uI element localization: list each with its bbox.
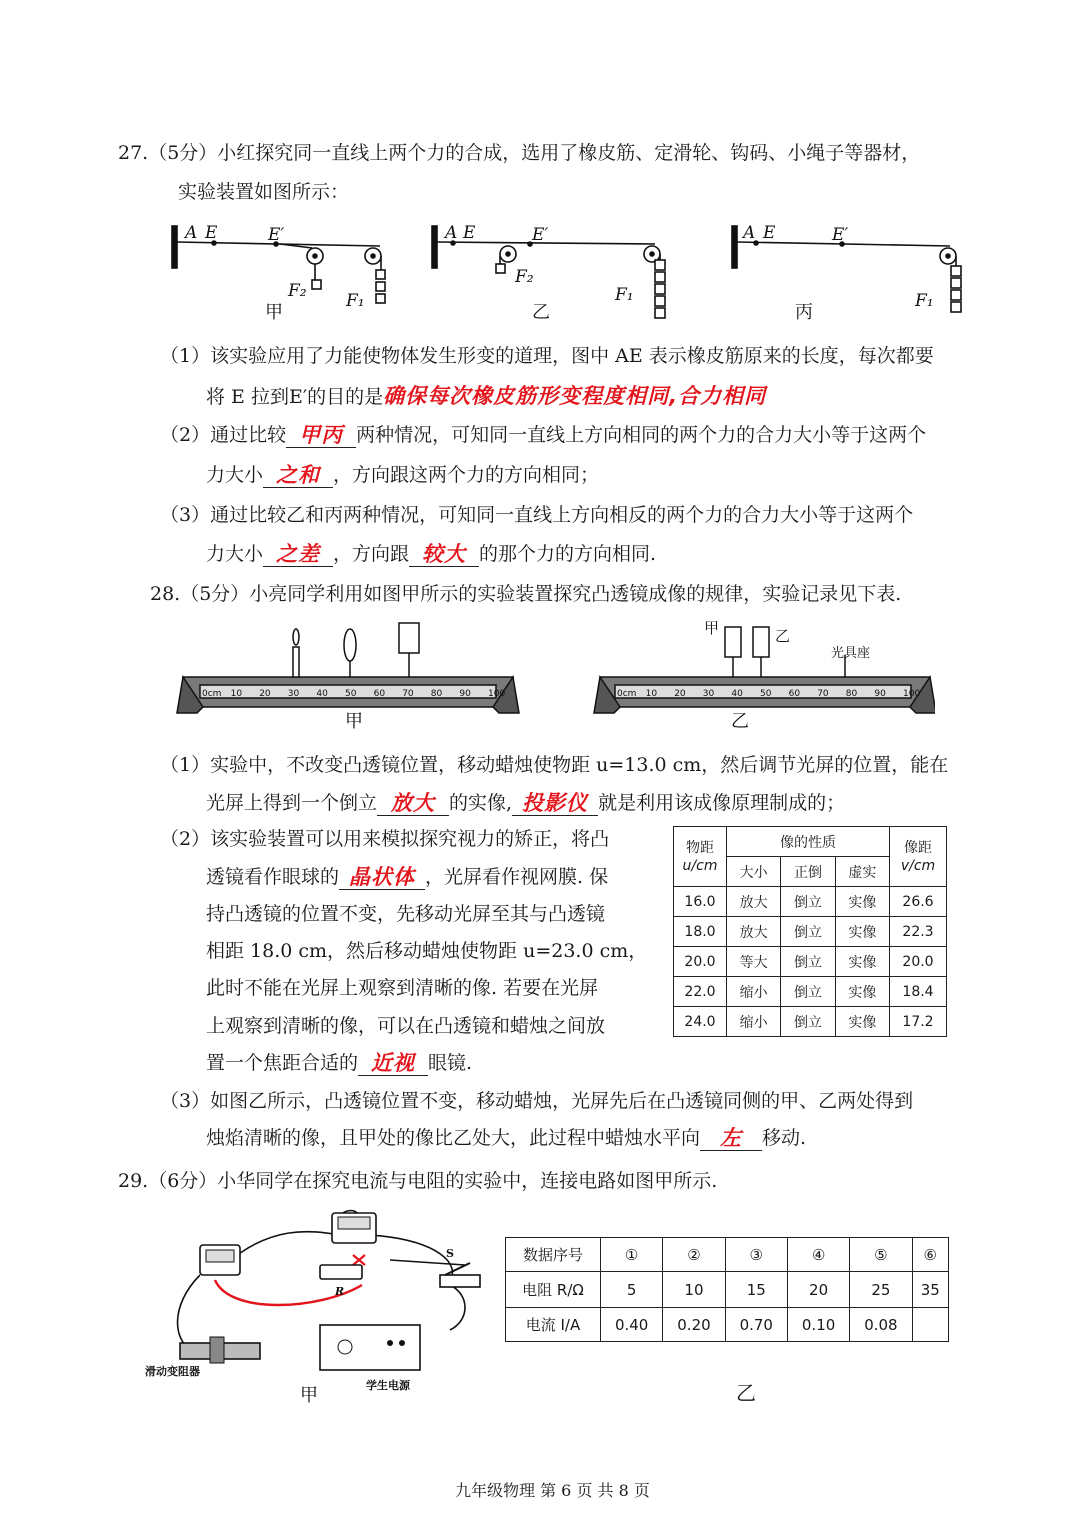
- fig27b-label-A: A: [445, 223, 458, 243]
- q28-table-cell: 20.0: [674, 947, 727, 977]
- q28-part2-line2: [206, 864, 608, 890]
- fig28-bench-label: 光具座: [831, 646, 871, 661]
- fig27b-label-E: E: [463, 223, 476, 243]
- q29-i-cell: 0.20: [663, 1308, 725, 1342]
- q29-i-cell: 0.10: [787, 1308, 849, 1342]
- q29-th-r: 电阻 R/Ω: [506, 1272, 601, 1308]
- fig28-right-tick-label: 0cm: [617, 689, 637, 699]
- q28-th-orient: 正倒: [781, 857, 835, 887]
- q27-part2-text-d: ，方向跟这两个力的方向相同；: [333, 464, 600, 486]
- q27-figure: [160, 218, 1010, 328]
- q27-part2-text-c: 力大小: [206, 464, 264, 486]
- q28-part2-line6: 上观察到清晰的像，可以在凸透镜和蜡烛之间放: [206, 1015, 606, 1037]
- fig29-power-label: 学生电源: [366, 1379, 410, 1392]
- q27-part3-text-b: ，方向跟: [333, 543, 410, 565]
- fig27b-caption: 乙: [532, 302, 550, 323]
- q28-table-cell: 17.2: [890, 1007, 947, 1037]
- q27-part2-text-a: （2）通过比较: [160, 424, 287, 446]
- q29-r-cell: 25: [850, 1272, 912, 1308]
- q28-figure: [175, 615, 935, 735]
- fig28-left-tick-label: 20: [259, 689, 271, 699]
- q27-stem-line2: 实验装置如图所示：: [178, 181, 350, 203]
- q29-no-cell: ①: [601, 1238, 663, 1272]
- fig27b-label-F2: F₂: [515, 267, 534, 287]
- fig28-right-tick-label: 20: [674, 689, 686, 699]
- q29-no-cell: ⑥: [912, 1238, 948, 1272]
- q27-part3-answer2: 较大: [409, 542, 479, 567]
- q28-part3-line2: [206, 1125, 806, 1151]
- q27-part2-text-b: 两种情况，可知同一直线上方向相同的两个力的合力大小等于这两个: [356, 424, 927, 446]
- q28-table-row: [674, 1007, 947, 1037]
- q29-circuit-figure: [140, 1205, 500, 1405]
- fig28-screen-a-label: 甲: [704, 619, 720, 637]
- q27-part3-line1: （3）通过比较乙和丙两种情况，可知同一直线上方向相反的两个力的合力大小等于这两个: [160, 504, 914, 526]
- q29-data-table: [505, 1237, 949, 1342]
- q28-table-cell: 缩小: [727, 977, 781, 1007]
- q28-part1-text-a: 光屏上得到一个倒立: [206, 792, 378, 814]
- q29-r-cell: 15: [725, 1272, 787, 1308]
- q28-table-cell: 16.0: [674, 887, 727, 917]
- fig28-right-tick-label: 90: [874, 689, 886, 699]
- q28-part1-text-c: 就是利用该成像原理制成的；: [598, 792, 846, 814]
- q28-part2-answer2: 近视: [358, 1051, 428, 1076]
- fig28-right-tick-label: 50: [760, 689, 772, 699]
- fig28-left-tick-label: 40: [316, 689, 328, 699]
- q28-table-cell: 倒立: [781, 977, 835, 1007]
- q29-r-cell: 5: [601, 1272, 663, 1308]
- q28-part2-text-d: 眼镜.: [428, 1052, 473, 1074]
- q27-part2-line1: [160, 422, 926, 448]
- q29-no-cell: ⑤: [850, 1238, 912, 1272]
- page-footer: 九年级物理 第 6 页 共 8 页: [455, 1481, 650, 1500]
- fig28-right-tick-label: 10: [645, 689, 658, 699]
- q28-part3-answer: 左: [700, 1126, 762, 1151]
- q29-i-cell: [912, 1308, 948, 1342]
- q28-table-cell: 倒立: [781, 917, 835, 947]
- q29-r-cell: 10: [663, 1272, 725, 1308]
- q28-part2-text-c: 置一个焦距合适的: [206, 1052, 359, 1074]
- fig28-right-tick-label: 40: [731, 689, 743, 699]
- fig28-left-tick-label: 50: [345, 689, 357, 699]
- q28-table-cell: 22.0: [674, 977, 727, 1007]
- q28-part3-text-b: 移动.: [762, 1127, 807, 1149]
- q28-table-cell: 26.6: [890, 887, 947, 917]
- q28-table-cell: 20.0: [890, 947, 947, 977]
- fig28-right-tick-label: 80: [845, 689, 858, 699]
- q27-part3-text-a: 力大小: [206, 543, 264, 565]
- fig28-screen-b-label: 乙: [775, 627, 791, 645]
- q28-table-cell: 18.4: [890, 977, 947, 1007]
- fig27c-label-A: A: [743, 223, 756, 243]
- fig27c-label-Eprime: E′: [832, 225, 849, 245]
- q28-table-cell: 实像: [835, 1007, 889, 1037]
- q28-part3-text-a: 烛焰清晰的像，且甲处的像比乙处大，此过程中蜡烛水平向: [206, 1127, 701, 1149]
- fig27b-label-F1: F₁: [615, 285, 634, 305]
- q27-part2-answer2: 之和: [263, 463, 333, 488]
- q28-th-size: 大小: [727, 857, 781, 887]
- q28-part1-answer1: 放大: [377, 791, 449, 816]
- q29-no-cell: ④: [787, 1238, 849, 1272]
- q29-stem: 29.（6分）小华同学在探究电流与电阻的实验中，连接电路如图甲所示.: [118, 1170, 718, 1192]
- q29-th-no: 数据序号: [506, 1238, 601, 1272]
- q28-stem: 28.（5分）小亮同学利用如图甲所示的实验装置探究凸透镜成像的规律，实验记录见下表.: [150, 583, 902, 605]
- fig28-right-tick-label: 100: [903, 689, 921, 699]
- fig28-left-tick-label: 10: [230, 689, 243, 699]
- q28-th-u-2: u/cm: [682, 857, 718, 874]
- q28-th-v-1: 像距: [904, 839, 932, 856]
- fig27a-caption: 甲: [265, 302, 283, 323]
- q27-part2-line2: [206, 462, 599, 488]
- q28-table-row: [674, 977, 947, 1007]
- q28-part2-line5: 此时不能在光屏上观察到清晰的像. 若要在光屏: [206, 977, 599, 999]
- q28-table-cell: 倒立: [781, 887, 835, 917]
- fig28-right-tick-label: 70: [817, 689, 829, 699]
- q28-data-table: [673, 826, 947, 1037]
- q28-th-v: [890, 827, 947, 887]
- q27-part1-answer: 确保每次橡皮筋形变程度相同,合力相同: [383, 384, 767, 408]
- q28-th-img: 像的性质: [727, 827, 890, 857]
- q28-table-row: [674, 887, 947, 917]
- q28-part1-answer2: 投影仪: [512, 791, 598, 816]
- q28-part3-line1: （3）如图乙所示，凸透镜位置不变，移动蜡烛，光屏先后在凸透镜同侧的甲、乙两处得到: [160, 1090, 914, 1112]
- q28-part1-line2: [206, 790, 845, 816]
- q29-right-caption: 乙: [736, 1381, 756, 1405]
- q27-part2-answer1: 甲丙: [286, 423, 356, 448]
- q29-i-cell: 0.40: [601, 1308, 663, 1342]
- q28-part2-text-b: ，光屏看作视网膜. 保: [425, 866, 609, 888]
- fig28-right-caption: 乙: [731, 711, 749, 732]
- q28-part2-text-a: 透镜看作眼球的: [206, 866, 340, 888]
- q28-part2-line3: 持凸透镜的位置不变，先移动光屏至其与凸透镜: [206, 903, 606, 925]
- q28-table-cell: 实像: [835, 917, 889, 947]
- q28-table-cell: 缩小: [727, 1007, 781, 1037]
- q29-i-cell: 0.70: [725, 1308, 787, 1342]
- q28-table-cell: 放大: [727, 887, 781, 917]
- fig28-left-tick-label: 60: [373, 689, 386, 699]
- q28-table-cell: 18.0: [674, 917, 727, 947]
- q28-part1-text-b: 的实像,: [449, 792, 513, 814]
- fig27c-caption: 丙: [795, 302, 813, 323]
- q29-r-cell: 20: [787, 1272, 849, 1308]
- q27-stem-line1: 27.（5分）小红探究同一直线上两个力的合成，选用了橡皮筋、定滑轮、钩码、小绳子等器材，: [118, 142, 921, 164]
- fig28-left-caption: 甲: [345, 711, 363, 732]
- q28-part2-line4: 相距 18.0 cm，然后移动蜡烛使物距 u=23.0 cm，: [206, 940, 648, 962]
- q28-th-real: 虚实: [835, 857, 889, 887]
- fig28-right-tick-label: 30: [702, 689, 715, 699]
- q27-part1-line1: （1）该实验应用了力能使物体发生形变的道理，图中 AE 表示橡皮筋原来的长度，每次都要: [160, 345, 934, 367]
- q28-table-cell: 实像: [835, 977, 889, 1007]
- q28-th-u: [674, 827, 727, 887]
- fig27a-label-Eprime: E′: [268, 225, 285, 245]
- fig28-left-tick-label: 90: [459, 689, 471, 699]
- q29-no-cell: ②: [663, 1238, 725, 1272]
- q27-part3-line2: [206, 541, 656, 567]
- fig27a-wall: [172, 226, 177, 268]
- q28-table-cell: 22.3: [890, 917, 947, 947]
- fig29-R-label: R: [335, 1285, 345, 1298]
- q28-table-cell: 等大: [727, 947, 781, 977]
- q28-th-u-1: 物距: [686, 839, 714, 856]
- q28-table-cell: 实像: [835, 947, 889, 977]
- q27-part3-text-c: 的那个力的方向相同.: [479, 543, 657, 565]
- fig29-left-caption: 甲: [300, 1385, 318, 1405]
- q28-table-cell: 24.0: [674, 1007, 727, 1037]
- fig29-S-label: S: [446, 1247, 454, 1260]
- fig27c-label-E: E: [763, 223, 776, 243]
- fig27b-label-Eprime: E′: [532, 225, 549, 245]
- fig27a-label-E: E: [205, 223, 218, 243]
- fig27c-label-F1: F₁: [915, 291, 934, 311]
- q28-table-cell: 放大: [727, 917, 781, 947]
- q28-part2-line7: [206, 1050, 472, 1076]
- q28-table-row: [674, 917, 947, 947]
- q28-table-row: [674, 947, 947, 977]
- q28-table-cell: 倒立: [781, 947, 835, 977]
- fig27a-label-A: A: [185, 223, 198, 243]
- fig29-rheostat-label: 滑动变阻器: [145, 1365, 200, 1378]
- q27-part3-answer1: 之差: [263, 542, 333, 567]
- fig28-left-tick-label: 80: [430, 689, 443, 699]
- q28-th-v-2: v/cm: [900, 857, 936, 874]
- q29-i-cell: 0.08: [850, 1308, 912, 1342]
- q28-part1-line1: （1）实验中，不改变凸透镜位置，移动蜡烛使物距 u=13.0 cm，然后调节光屏的位置，能在: [160, 754, 949, 776]
- fig27a-label-F1: F₁: [346, 291, 365, 311]
- fig28-left-tick-label: 70: [402, 689, 414, 699]
- q28-table-cell: 实像: [835, 887, 889, 917]
- fig28-left-tick-label: 30: [287, 689, 300, 699]
- fig28-right-tick-label: 60: [788, 689, 801, 699]
- q29-r-cell: 35: [912, 1272, 948, 1308]
- q28-part2-answer1: 晶状体: [339, 865, 425, 890]
- fig27a-label-F2: F₂: [288, 281, 307, 301]
- q28-table-cell: 倒立: [781, 1007, 835, 1037]
- fig28-left-tick-label: 100: [488, 689, 506, 699]
- q29-th-i: 电流 I/A: [506, 1308, 601, 1342]
- fig28-left-tick-label: 0cm: [202, 689, 222, 699]
- q27-part1-line2: [206, 383, 766, 410]
- q28-part2-line1: （2）该实验装置可以用来模拟探究视力的矫正，将凸: [160, 828, 610, 850]
- q29-no-cell: ③: [725, 1238, 787, 1272]
- q27-part1-text: 将 E 拉到E′的目的是: [206, 386, 384, 408]
